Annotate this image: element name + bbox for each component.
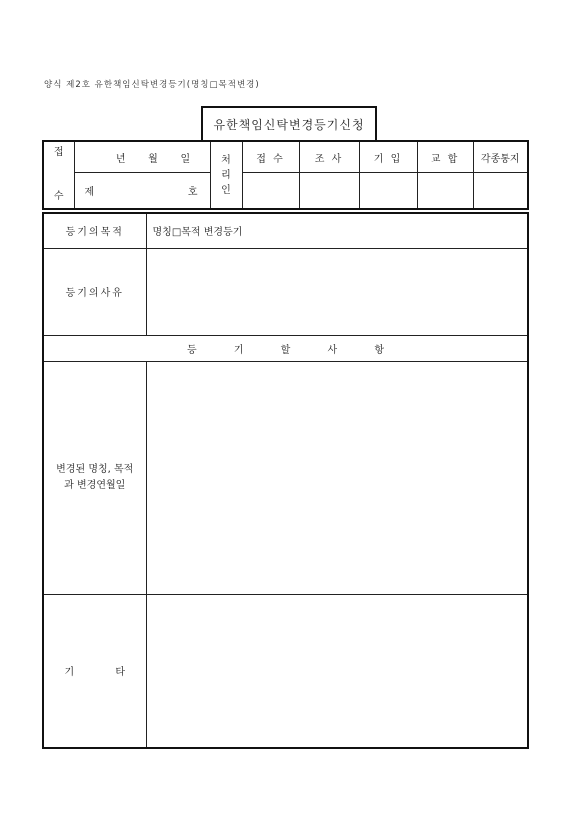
receipt-table [42, 140, 529, 210]
cell-inspection[interactable] [299, 173, 359, 209]
changed-label: 변경된 명칭, 목적 과 변경연월일 [43, 361, 146, 594]
col-check: 교 합 [417, 141, 473, 173]
other-label: 기 타 [43, 594, 146, 748]
form-number-label: 양식 제2호 유한책임신탁변경등기(명칭□목적변경) [44, 80, 260, 90]
purpose-value[interactable]: 명칭□목적 변경등기 [146, 213, 528, 248]
col-notices: 각종통지 [473, 141, 528, 173]
receipt-number: 제 호 [74, 173, 210, 209]
col-receipt: 접 수 [242, 141, 299, 173]
reason-value[interactable] [146, 248, 528, 335]
reason-label: 등기의사유 [43, 248, 146, 335]
cell-check[interactable] [417, 173, 473, 209]
receipt-date: 년 월 일 [74, 141, 210, 173]
matters-header: 등 기 할 사 항 [43, 335, 528, 361]
col-entry: 기 입 [359, 141, 417, 173]
purpose-label: 등기의목적 [43, 213, 146, 248]
cell-receipt[interactable] [242, 173, 299, 209]
cell-notices[interactable] [473, 173, 528, 209]
form-title: 유한책임신탁변경등기신청 [201, 106, 377, 140]
col-inspection: 조 사 [299, 141, 359, 173]
receipt-label: 접 수 [43, 141, 74, 209]
handler-label: 처 리 인 [210, 141, 242, 209]
cell-entry[interactable] [359, 173, 417, 209]
application-table [42, 212, 529, 749]
changed-value[interactable] [146, 361, 528, 594]
other-value[interactable] [146, 594, 528, 748]
